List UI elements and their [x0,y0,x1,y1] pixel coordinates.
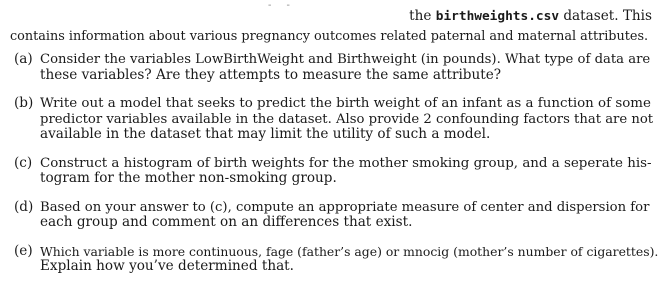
question-line: Consider the variables LowBirthWeight and Birthweight (in pounds). What type of data are [40,52,651,67]
question-line: Construct a histogram of birth weights for the mother smoking group, and a seperate his- [40,155,652,171]
question-a [14,52,658,83]
question-text [40,200,658,231]
question-marker: (d) [14,198,34,215]
intro-prefix: the [409,8,436,24]
question-marker: (b) [14,95,34,111]
question-d [14,200,658,231]
question-line: Which variable is more continuous, fage (father’s age) or mnocig (mother’s number of cigarettes). [40,243,659,259]
question-b [14,96,658,143]
question-line: Explain how you’ve determined that. [40,258,294,274]
intro-line-1 [10,6,652,27]
question-line: predictor variables available in the dataset. Also provide 2 confounding factors that are not [40,111,654,127]
question-line: available in the dataset that may limit the utility of such a model. [40,126,491,142]
question-marker: (e) [14,242,33,259]
crop-marks: - - [268,0,296,11]
question-marker: (a) [14,51,33,67]
question-text [40,156,658,187]
intro-paragraph [10,6,652,47]
question-list [14,52,658,288]
intro-suffix: dataset. This [559,8,652,24]
intro-line-2: contains information about various pregnancy outcomes related paternal and maternal attributes. [10,29,649,44]
question-marker: (c) [14,154,33,171]
question-line: Based on your answer to (c), compute an appropriate measure of center and dispersion for [40,199,650,215]
question-line: each group and comment on an differences that exist. [40,214,413,230]
question-e [14,244,658,275]
question-line: these variables? Are they attempts to measure the same attribute? [40,66,502,83]
dataset-filename: birthweights.csv [435,9,560,24]
question-line: Write out a model that seeks to predict the birth weight of an infant as a function of some [40,96,651,111]
question-line: togram for the mother non-smoking group. [40,170,337,186]
question-text [40,52,658,83]
question-text [40,96,658,143]
question-c [14,156,658,187]
question-text [40,244,658,275]
